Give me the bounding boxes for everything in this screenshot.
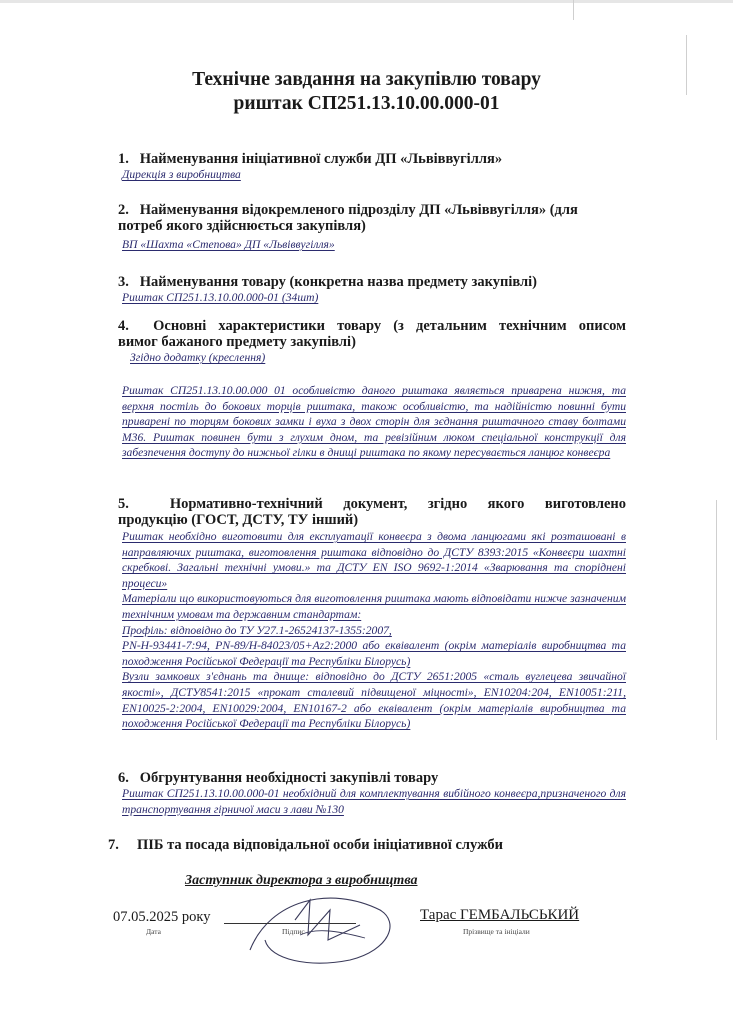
title-line-2: риштак СП251.13.10.00.000-01 [233, 93, 500, 114]
section-number: 2. [118, 202, 129, 218]
section-4-value: Згідно додатку (креслення) [130, 351, 266, 364]
section-number: 1. [118, 151, 129, 167]
section-title: Найменування товару (конкретна назва предмету закупівлі) [139, 274, 538, 290]
section-title-cont: вимог бажаного предмету закупівлі) [118, 334, 356, 350]
section-title: Найменування відокремленого підрозділу ДП «Львіввугілля» (для [139, 202, 578, 218]
section-title: Основні характеристики товару (з детальним технічним описом [153, 318, 626, 334]
title-line-1: Технічне завдання на закупівлю товару [192, 69, 541, 90]
paragraph: Профіль: відповідно до ТУ У27.1-26524137-1355:2007, [122, 623, 392, 637]
scan-artifact [573, 0, 574, 20]
signature-caption: Підпис [282, 927, 305, 936]
section-number: 4. [118, 318, 129, 334]
section-3-value: Риштак СП251.13.10.00.000-01 (34шт) [122, 291, 319, 304]
section-5-content [122, 529, 626, 732]
section-6-heading [118, 770, 638, 786]
section-number: 7. [108, 837, 119, 853]
handwritten-signature-icon [240, 880, 420, 970]
section-4-description: Риштак СП251.13.10.00.000 01 особливістю даного риштака являється приварена нижня, та верхня постіль до бокових торців риштака, також особливістю, та надійністю повинні бути приварені по торцям бокових замки і вуха з двох сторін для зєднання риштачного ставу болтами М36. Риштак повинен бути з глухим дном, та ревізійним люком спеціальної конструкції для забезпечення доступу до нижньої гілки в днищі риштака по якому пересувається ланцюг конвеєра [122, 384, 626, 460]
section-title: Обгрунтування необхідності закупівлі товару [139, 770, 439, 786]
signature-date: 07.05.2025 року [113, 909, 211, 925]
section-title: Найменування ініціативної служби ДП «Львіввугілля» [139, 151, 503, 167]
section-5-heading [118, 496, 626, 528]
section-number: 6. [118, 770, 129, 786]
paragraph: Матеріали що використовуються для виготовлення риштака мають відповідати нижче зазначеним технічним умовам та державним стандартам: [122, 592, 626, 621]
section-title-cont: продукцію (ГОСТ, ДСТУ, ТУ інший) [118, 512, 359, 528]
section-3-heading [118, 274, 638, 290]
signer-name: Тарас ГЕМБАЛЬСЬКИЙ [420, 907, 580, 923]
section-4-heading [118, 318, 626, 350]
signature-line [224, 923, 356, 924]
section-7-heading [108, 837, 648, 853]
section-2-value: ВП «Шахта «Степова» ДП «Львіввугілля» [122, 238, 335, 251]
paragraph: Вузли замкових з'єднань та днище: відповідно до ДСТУ 2651:2005 «сталь вуглецева звичайної якості», ДСТУ8541:2015 «прокат сталевий підвищеної міцності», EN10204:204, EN10051:211, EN10025-2:2004, EN10029:2004, EN10167-2 або еквівалент (окрім матеріалів виробництва та походження Російської Федерації та Республіки Білорусь) [122, 670, 626, 731]
paragraph: Риштак необхідно виготовити для експлуатації конвеєра з двома ланцюгами які розташовані в направляючих риштака, виготовлення риштака відповідно до ДСТУ 8393:2015 «Конвеєри шахтні скребкові. Загальні технічні умови.» та ДСТУ EN ISO 9692-1:2014 «Зварювання та споріднені процеси» [122, 530, 626, 590]
name-caption: Прізвище та ініціали [463, 927, 530, 936]
section-title: Нормативно-технічний документ, згідно якого виготовлено [169, 496, 626, 512]
section-1-heading [118, 151, 638, 167]
scan-edge [0, 0, 733, 3]
section-title: ПІБ та посада відповідальної особи ініціативної служби [137, 837, 504, 853]
scan-artifact [716, 500, 717, 740]
section-title-cont: потреб якого здійснюється закупівля) [118, 218, 366, 234]
section-1-value: Дирекція з виробництва [122, 168, 241, 181]
signer-position: Заступник директора з виробництва [185, 873, 418, 888]
section-number: 5. [118, 496, 129, 512]
section-2-heading [118, 202, 628, 234]
section-6-value: Риштак СП251.13.10.00.000-01 необхідний для комплектування вибійного конвеєра,призначеного для транспортування гірничої маси з лави №130 [122, 787, 626, 816]
paragraph: PN-H-93441-7:94, PN-89/H-84023/05+Az2:2000 або еквівалент (окрім матеріалів виробництва та походження Російської Федерації та Республіки Білорусь) [122, 639, 626, 668]
section-number: 3. [118, 274, 129, 290]
document-title [0, 68, 733, 116]
date-caption: Дата [146, 927, 161, 936]
